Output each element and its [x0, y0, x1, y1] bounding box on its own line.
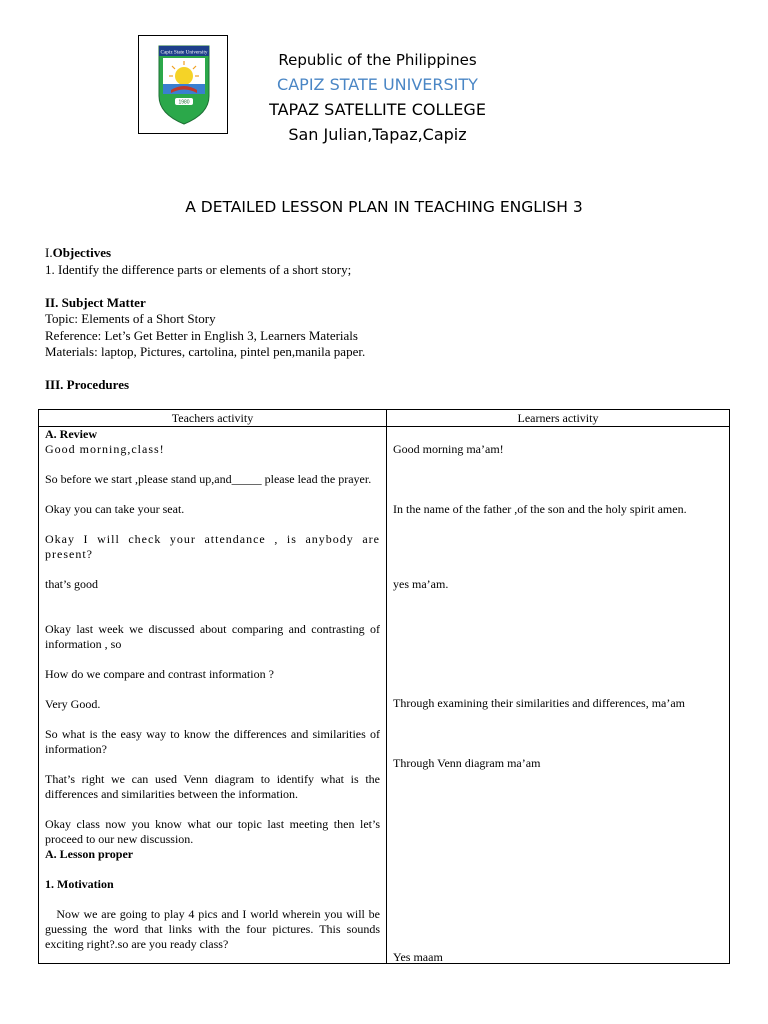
teacher-line: that’s good	[45, 577, 98, 591]
subject-topic: Topic: Elements of a Short Story	[45, 311, 216, 326]
teacher-line: Okay class now you know what our topic last meeting then let’s proceed to our new discussion.	[45, 817, 380, 846]
teacher-activity-cell	[45, 427, 384, 952]
review-heading: A. Review	[45, 427, 97, 441]
subject-reference: Reference: Let’s Get Better in English 3, Learners Materials	[45, 327, 358, 343]
motivation-heading: 1. Motivation	[45, 877, 114, 891]
procedures-heading: III. Procedures	[45, 377, 130, 392]
teacher-line: Okay you can take your seat.	[45, 502, 185, 516]
learner-line: yes ma’am.	[393, 577, 449, 591]
learner-line: Through Venn diagram ma’am	[393, 756, 541, 770]
teacher-line: So before we start ,please stand up,and_____ please lead the prayer.	[45, 472, 372, 486]
learner-line: Through examining their similarities and differences, ma’am	[393, 696, 686, 710]
teacher-line: That’s right we can used Venn diagram to identify what is the differences and similarities between the information.	[45, 772, 380, 801]
header-address: San Julian,Tapaz,Capiz	[288, 125, 467, 144]
teacher-line: Now we are going to play 4 pics and I world wherein you will be guessing the word that links with the four pictures. This sounds exciting right?.so are you ready class?	[45, 907, 384, 951]
lesson-plan-body	[45, 245, 735, 394]
teacher-line: So what is the easy way to know the differences and similarities of information?	[45, 727, 380, 756]
teacher-line: Okay last week we discussed about comparing and contrasting of information , so	[45, 622, 380, 651]
learner-line: In the name of the father ,of the son and the holy spirit amen.	[393, 502, 687, 516]
learner-column-header: Learners activity	[517, 411, 599, 425]
university-logo	[138, 35, 228, 134]
header-university: CAPIZ STATE UNIVERSITY	[277, 75, 478, 94]
teacher-line: Good morning,class!	[45, 442, 165, 456]
document-title: A DETAILED LESSON PLAN IN TEACHING ENGLISH 3	[185, 198, 583, 216]
document-header	[240, 48, 515, 147]
learner-line: Good morning ma’am!	[393, 442, 504, 456]
objective-item: 1. Identify the difference parts or elements of a short story;	[45, 261, 352, 277]
learner-line: Yes maam	[393, 950, 443, 964]
objectives-heading: I.Objectives	[45, 245, 112, 260]
header-college: TAPAZ SATELLITE COLLEGE	[269, 100, 486, 119]
logo-text: Capiz State University	[160, 49, 208, 56]
university-seal-icon	[157, 44, 211, 126]
teacher-line: Very Good.	[45, 697, 101, 711]
subject-materials: Materials: laptop, Pictures, cartolina, pintel pen,manila paper.	[45, 344, 366, 359]
header-country: Republic of the Philippines	[278, 51, 477, 69]
logo-year: 1980	[178, 99, 190, 106]
procedures-table	[38, 409, 730, 964]
teacher-column-header: Teachers activity	[171, 411, 254, 425]
subject-matter-heading: II. Subject Matter	[45, 294, 146, 310]
teacher-line: How do we compare and contrast information ?	[45, 667, 274, 681]
lesson-proper-heading: A. Lesson proper	[45, 847, 134, 861]
teacher-line: Okay I will check your attendance , is anybody are present?	[45, 532, 380, 561]
